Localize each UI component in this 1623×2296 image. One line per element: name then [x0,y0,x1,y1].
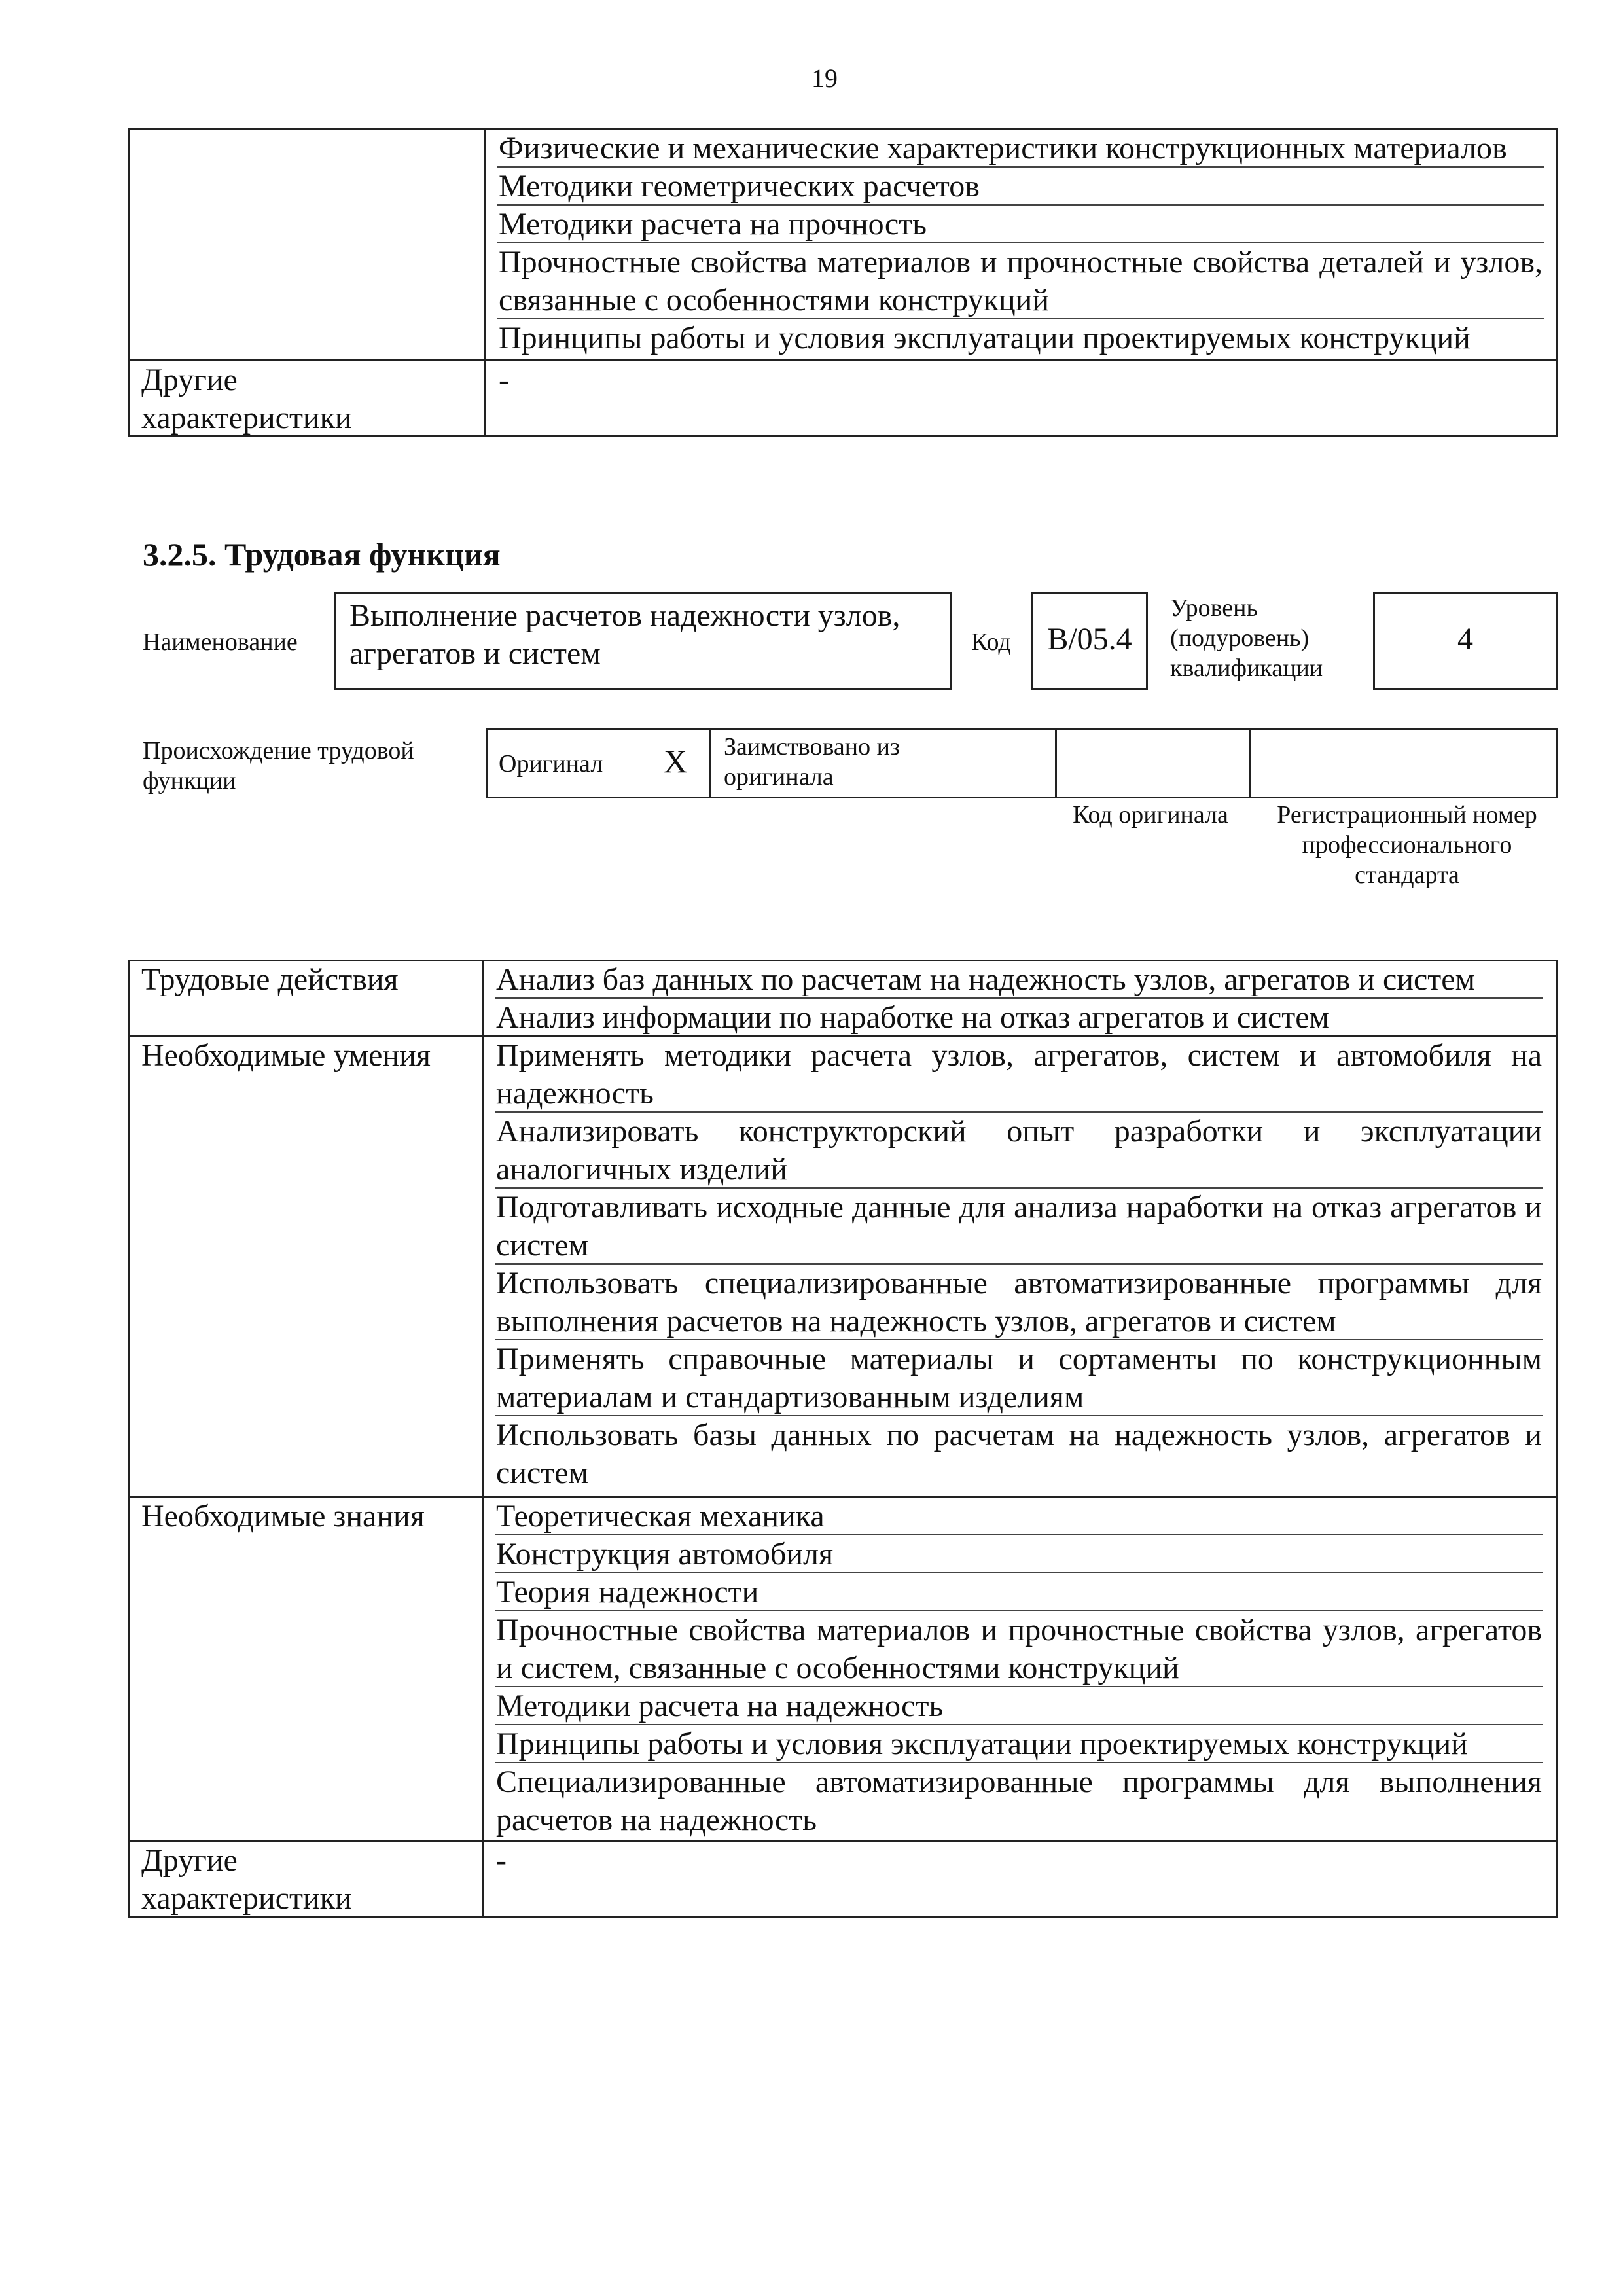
actions-label: Трудовые действия [141,962,399,997]
knowledge-item: Прочностные свойства материалов и прочностные свойства узлов, агрегатов и систем, связанные с особенностями конструкций [496,1613,1542,1685]
top-knowledge-item: Прочностные свойства материалов и прочностные свойства деталей и узлов, связанные с особенностями конструкций [499,245,1543,317]
skill-item: Использовать базы данных по расчетам на надежность узлов, агрегатов и систем [496,1418,1542,1490]
skills-label: Необходимые умения [141,1038,431,1073]
top-other-value: - [499,363,509,397]
skill-item: Применять справочные материалы и сортаменты по конструкционным материалам и стандартизованным изделиям [496,1342,1542,1414]
section-title: 3.2.5. Трудовая функция [143,536,501,573]
origin-label: Происхождение трудовой функции [143,737,414,795]
original-label: Оригинал [499,750,603,778]
top-knowledge-item: Методики расчета на прочность [499,207,927,242]
name-value: Выполнение расчетов надежности узлов, агрегатов и систем [349,598,901,671]
knowledge-item: Методики расчета на надежность [496,1689,944,1723]
other-label: Другие характеристики [141,1843,352,1916]
knowledge-item: Конструкция автомобиля [496,1537,834,1571]
knowledge-item: Теоретическая механика [496,1499,825,1534]
top-knowledge-item: Физические и механические характеристики конструкционных материалов [499,131,1507,166]
knowledge-item: Теория надежности [496,1575,759,1609]
name-label: Наименование [143,628,298,656]
knowledge-item: Принципы работы и условия эксплуатации проектируемых конструкций [496,1727,1468,1761]
level-label: Уровень (подуровень) квалификации [1170,594,1323,682]
top-knowledge-item: Принципы работы и условия эксплуатации проектируемых конструкций [499,321,1471,355]
action-item: Анализ баз данных по расчетам на надежность узлов, агрегатов и систем [496,962,1475,997]
knowledge-item: Специализированные автоматизированные программы для выполнения расчетов на надежность [496,1765,1542,1837]
code-original-caption: Код оригинала [1073,801,1228,829]
reg-number-caption: Регистрационный номер профессионального стандарта [1277,801,1537,889]
code-label: Код [971,628,1011,656]
borrowed-label: Заимствовано из оригинала [724,733,900,791]
knowledge-label: Необходимые знания [141,1499,425,1534]
skill-item: Анализировать конструкторский опыт разработки и эксплуатации аналогичных изделий [496,1114,1542,1187]
origin-box [486,728,1558,798]
other-value: - [496,1843,507,1878]
level-value: 4 [1457,622,1473,656]
skill-item: Применять методики расчета узлов, агрегатов, систем и автомобиля на надежность [496,1038,1542,1111]
action-item: Анализ информации по наработке на отказ агрегатов и систем [496,1000,1329,1035]
top-other-label: Другие характеристики [141,363,352,435]
code-value: B/05.4 [1047,622,1132,656]
page-number: 19 [812,63,838,93]
original-mark: X [664,743,688,780]
top-knowledge-item: Методики геометрических расчетов [499,169,980,204]
skill-item: Использовать специализированные автоматизированные программы для выполнения расчетов на надежность узлов, агрегатов и систем [496,1266,1542,1338]
skill-item: Подготавливать исходные данные для анализа наработки на отказ агрегатов и систем [496,1190,1542,1263]
